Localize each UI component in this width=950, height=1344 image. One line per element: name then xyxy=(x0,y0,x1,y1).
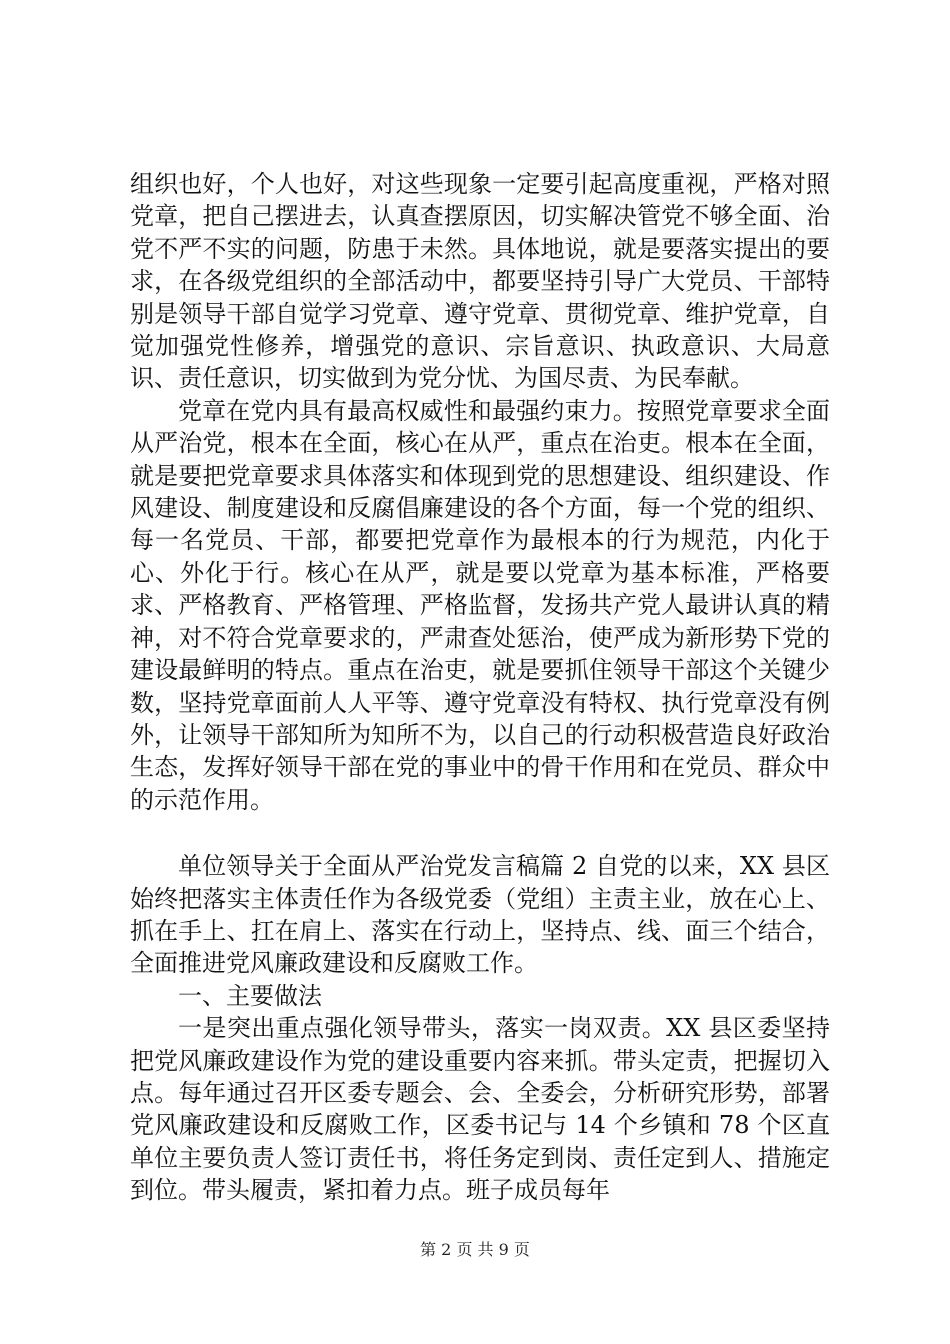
paragraph-party-constitution: 党章在党内具有最高权威性和最强约束力。按照党章要求全面从严治党，根本在全面，核心在从严，重点在治吏。根本在全面，就是要把党章要求具体落实和体现到党的思想建设、组织建设、作风建设、制度建设和反腐倡廉建设的各个方面，每一个党的组织、每一名党员、干部，都要把党章作为最根本的行为规范，内化于心、外化于行。核心在从严，就是要以党章为基本标准，严格要求、严格教育、严格管理、严格监督，发扬共产党人最讲认真的精神，对不符合党章要求的，严肃查处惩治，使严成为新形势下党的建设最鲜明的特点。重点在治吏，就是要抓住领导干部这个关键少数，坚持党章面前人人平等、遵守党章没有特权、执行党章没有例外，让领导干部知所为知所不为，以自己的行动积极营造良好政治生态，发挥好领导干部在党的事业中的骨干作用和在党员、群众中的示范作用。 xyxy=(130,396,830,814)
document-body xyxy=(130,168,830,1207)
paragraph-leadership: 一是突出重点强化领导带头，落实一岗双责。XX 县区委坚持把党风廉政建设作为党的建设重要内容来抓。带头定责，把握切入点。每年通过召开区委专题会、会、全委会，分析研究形势，部署党风廉政建设和反腐败工作，区委书记与 14 个乡镇和 78 个区直单位主要负责人签订责任书，将任务定到岗、责任定到人、措施定到位。带头履责，紧扣着力点。班子成员每年 xyxy=(130,1014,830,1205)
page-number-footer: 第 2 页 共 9 页 xyxy=(420,1240,530,1259)
paragraph-speech-intro: 单位领导关于全面从严治党发言稿篇 2 自党的以来，XX 县区始终把落实主体责任作为各级党委（党组）主责主业，放在心上、抓在手上、扛在肩上、落实在行动上，坚持点、线、面三个结合，全面推进党风廉政建设和反腐败工作。 xyxy=(130,852,830,978)
paragraph-continuation: 组织也好，个人也好，对这些现象一定要引起高度重视，严格对照党章，把自己摆进去，认真查摆原因，切实解决管党不够全面、治党不严不实的问题，防患于未然。具体地说，就是要落实提出的要求，在各级党组织的全部活动中，都要坚持引导广大党员、干部特别是领导干部自觉学习党章、遵守党章、贯彻党章、维护党章，自觉加强党性修养，增强党的意识、宗旨意识、执政意识、大局意识、责任意识，切实做到为党分忧、为国尽责、为民奉献。 xyxy=(130,170,830,393)
section-heading-main-practices: 一、主要做法 xyxy=(178,981,322,1010)
paragraph-gap xyxy=(130,816,830,850)
